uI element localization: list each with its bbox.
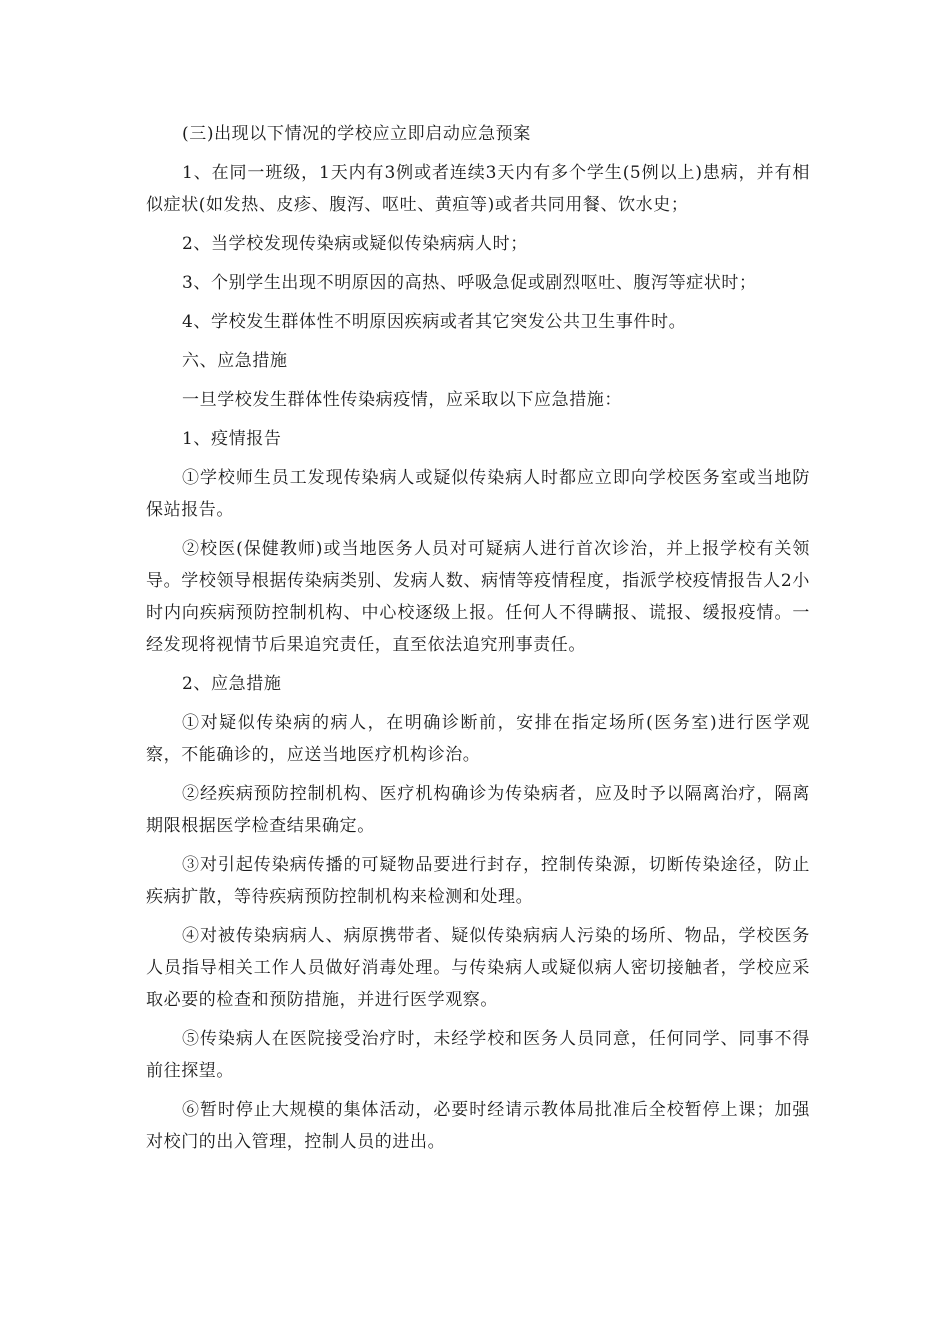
paragraph-measures-intro: 一旦学校发生群体性传染病疫情，应采取以下应急措施： <box>182 390 622 410</box>
document-page <box>146 118 810 1165</box>
paragraph-measure-4: ④对被传染病病人、病原携带者、疑似传染病病人污染的场所、物品，学校医务人员指导相关工作人员做好消毒处理。与传染病人或疑似病人密切接触者，学校应采取必要的检查和预防措施，并进行医学观察。 <box>146 926 810 1010</box>
paragraph-measure-3: ③对引起传染病传播的可疑物品要进行封存，控制传染源，切断传染途径，防止疾病扩散，等待疾病预防控制机构来检测和处理。 <box>146 855 810 907</box>
paragraph-report-1: ①学校师生员工发现传染病人或疑似传染病人时都应立即向学校医务室或当地防保站报告。 <box>146 468 810 520</box>
paragraph-condition-2: 2、当学校发现传染病或疑似传染病病人时； <box>182 234 528 254</box>
section-heading-emergency-measures: 六、应急措施 <box>182 351 288 371</box>
paragraph-measure-1: ①对疑似传染病的病人，在明确诊断前，安排在指定场所(医务室)进行医学观察，不能确诊的，应送当地医疗机构诊治。 <box>146 713 810 765</box>
paragraph-condition-3: 3、个别学生出现不明原因的高热、呼吸急促或剧烈呕吐、腹泻等症状时； <box>182 273 757 293</box>
paragraph-measure-2: ②经疾病预防控制机构、医疗机构确诊为传染病者，应及时予以隔离治疗，隔离期限根据医学检查结果确定。 <box>146 784 810 836</box>
paragraph-measure-5: ⑤传染病人在医院接受治疗时，未经学校和医务人员同意，任何同学、同事不得前往探望。 <box>146 1029 810 1081</box>
heading-emergency-plan-trigger: (三)出现以下情况的学校应立即启动应急预案 <box>182 124 531 144</box>
subheading-epidemic-report: 1、疫情报告 <box>182 429 282 449</box>
paragraph-measure-6: ⑥暂时停止大规模的集体活动，必要时经请示教体局批准后全校暂停上课；加强对校门的出入管理，控制人员的进出。 <box>146 1100 810 1152</box>
paragraph-condition-1: 1、在同一班级，1天内有3例或者连续3天内有多个学生(5例以上)患病，并有相似症状(如发热、皮疹、腹泻、呕吐、黄疸等)或者共同用餐、饮水史； <box>146 163 810 215</box>
paragraph-report-2: ②校医(保健教师)或当地医务人员对可疑病人进行首次诊治，并上报学校有关领导。学校领导根据传染病类别、发病人数、病情等疫情程度，指派学校疫情报告人2小时内向疾病预防控制机构、中心校逐级上报。任何人不得瞒报、谎报、缓报疫情。一经发现将视情节后果追究责任，直至依法追究刑事责任。 <box>146 539 810 655</box>
subheading-emergency-measures: 2、应急措施 <box>182 674 282 694</box>
paragraph-condition-4: 4、学校发生群体性不明原因疾病或者其它突发公共卫生事件时。 <box>182 312 687 332</box>
